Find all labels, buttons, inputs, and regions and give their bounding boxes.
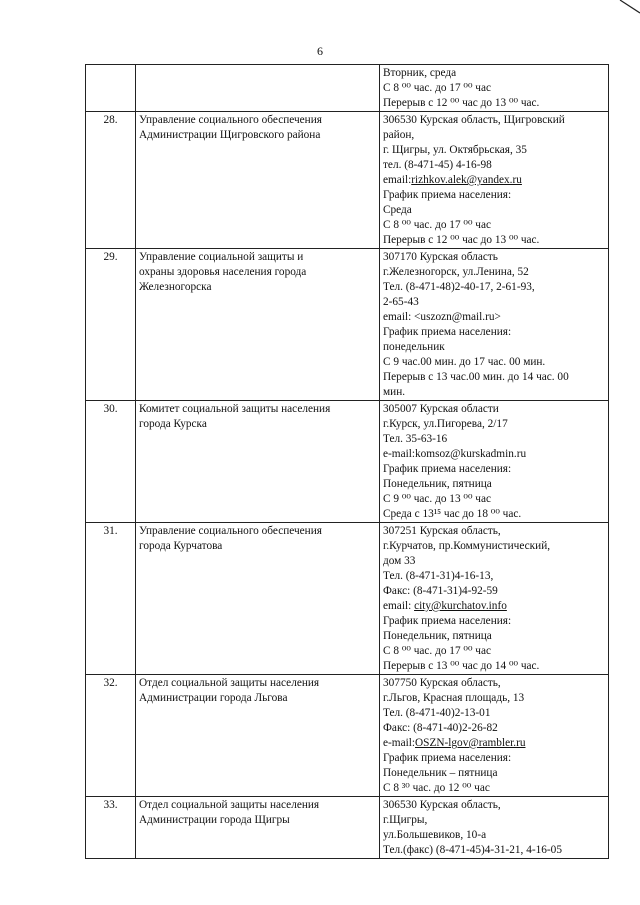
email-line bbox=[383, 173, 605, 188]
contact-info-line: г. Щигры, ул. Октябрьская, 35 bbox=[383, 144, 527, 156]
contact-info-line: С 8 ⁰⁰ час. до 17 ⁰⁰ час bbox=[383, 219, 492, 231]
contact-info-line: С 8 ⁰⁰ час. до 17 ⁰⁰ час bbox=[383, 82, 492, 94]
organization-name-line: охраны здоровья населения города bbox=[139, 266, 307, 278]
organization-cell bbox=[136, 401, 380, 523]
contact-info-line: Факс: (8-471-31)4-92-59 bbox=[383, 585, 498, 597]
contact-info-line: Тел. (8-471-31)4-16-13, bbox=[383, 570, 494, 582]
contact-info-line: район, bbox=[383, 129, 415, 141]
contact-info-line: 307750 Курская область, bbox=[383, 677, 501, 689]
row-number: 28. bbox=[86, 112, 136, 249]
page-number: 6 bbox=[317, 44, 323, 58]
contact-info-line: г.Льгов, Красная площадь, 13 bbox=[383, 692, 525, 704]
contact-info-line: Тел.(факс) (8-471-45)4-31-21, 4-16-05 bbox=[383, 844, 562, 856]
row-number: 29. bbox=[86, 249, 136, 401]
contact-info-line: 306530 Курская область, bbox=[383, 799, 501, 811]
table-row bbox=[86, 675, 609, 797]
contact-info-cell bbox=[380, 249, 609, 401]
row-number bbox=[86, 65, 136, 112]
contact-info-line: Понедельник, пятница bbox=[383, 630, 492, 642]
contact-info-line: Факс: (8-471-40)2-26-82 bbox=[383, 722, 498, 734]
table-row bbox=[86, 112, 609, 249]
contact-info-line: Тел. 35-63-16 bbox=[383, 433, 448, 445]
contact-info-line: График приема населения: bbox=[383, 326, 512, 338]
contact-info-line: График приема населения: bbox=[383, 189, 512, 201]
contacts-table bbox=[85, 64, 609, 859]
contact-info-cell bbox=[380, 401, 609, 523]
contact-info-cell bbox=[380, 675, 609, 797]
contact-info-cell bbox=[380, 797, 609, 859]
contact-info-line: Понедельник – пятница bbox=[383, 767, 498, 779]
contact-info-line: Тел. (8-471-40)2-13-01 bbox=[383, 707, 491, 719]
table-row bbox=[86, 65, 609, 112]
contact-info-line: 305007 Курская области bbox=[383, 403, 499, 415]
contact-info-line: 307170 Курская область bbox=[383, 251, 498, 263]
email-line bbox=[383, 599, 605, 614]
row-number: 31. bbox=[86, 523, 136, 675]
contact-info-line: email: <uszozn@mail.ru> bbox=[383, 311, 501, 323]
contact-info-line: г.Курчатов, пр.Коммунистический, bbox=[383, 540, 551, 552]
contact-info-line: Перерыв с 12 ⁰⁰ час до 13 ⁰⁰ час. bbox=[383, 97, 540, 109]
contact-info-line: График приема населения: bbox=[383, 463, 512, 475]
email-label: e-mail: bbox=[383, 737, 415, 749]
email-line bbox=[383, 736, 605, 751]
table-row bbox=[86, 523, 609, 675]
contact-info-line: Вторник, среда bbox=[383, 67, 457, 79]
email-link[interactable]: OSZN-lgov@rambler.ru bbox=[415, 737, 526, 749]
contact-info-line: понедельник bbox=[383, 341, 445, 353]
contact-info-line: С 8 ³⁰ час. до 12 ⁰⁰ час bbox=[383, 782, 490, 794]
contact-info-line: дом 33 bbox=[383, 555, 416, 567]
contact-info-line: Тел. (8-471-48)2-40-17, 2-61-93, bbox=[383, 281, 535, 293]
row-number: 30. bbox=[86, 401, 136, 523]
organization-name-line: Комитет социальной защиты населения bbox=[139, 403, 331, 415]
contact-info-cell bbox=[380, 112, 609, 249]
contact-info-line: e-mail:komsoz@kurskadmin.ru bbox=[383, 448, 527, 460]
contact-info-line: График приема населения: bbox=[383, 615, 512, 627]
contact-info-line: Перерыв с 12 ⁰⁰ час до 13 ⁰⁰ час. bbox=[383, 234, 540, 246]
email-link[interactable]: rizhkov.alek@yandex.ru bbox=[411, 174, 522, 186]
organization-name-line: Отдел социальной защиты населения bbox=[139, 799, 320, 811]
email-label: email: bbox=[383, 600, 415, 612]
contact-info-line: г.Щигры, bbox=[383, 814, 428, 826]
contact-info-line: График приема населения: bbox=[383, 752, 512, 764]
organization-name-line: Администрации города Щигры bbox=[139, 814, 290, 826]
contact-info-line: С 9 час.00 мин. до 17 час. 00 мин. bbox=[383, 356, 546, 368]
email-label: email: bbox=[383, 174, 412, 186]
contact-info-line: Среда с 13¹⁵ час до 18 ⁰⁰ час. bbox=[383, 508, 522, 520]
organization-cell bbox=[136, 675, 380, 797]
organization-name-line: Управление социального обеспечения bbox=[139, 114, 322, 126]
table-row bbox=[86, 249, 609, 401]
organization-cell bbox=[136, 797, 380, 859]
corner-stroke-mark bbox=[612, 0, 640, 14]
row-number: 33. bbox=[86, 797, 136, 859]
contact-info-line: Среда bbox=[383, 204, 412, 216]
contact-info-line: ул.Большевиков, 10-а bbox=[383, 829, 487, 841]
organization-name-line: города Курчатова bbox=[139, 540, 223, 552]
organization-name-line: Железногорска bbox=[139, 281, 212, 293]
organization-cell bbox=[136, 112, 380, 249]
contact-info-line: 306530 Курская область, Щигровский bbox=[383, 114, 565, 126]
organization-name-line: города Курска bbox=[139, 418, 207, 430]
table-row bbox=[86, 797, 609, 859]
contact-info-line: С 9 ⁰⁰ час. до 13 ⁰⁰ час bbox=[383, 493, 492, 505]
contact-info-line: Перерыв с 13 час.00 мин. до 14 час. 00 bbox=[383, 371, 569, 383]
organization-cell bbox=[136, 249, 380, 401]
email-link[interactable]: city@kurchatov.info bbox=[414, 600, 507, 612]
contact-info-cell bbox=[380, 523, 609, 675]
contact-info-line: мин. bbox=[383, 386, 406, 398]
contact-info-line: 307251 Курская область, bbox=[383, 525, 501, 537]
organization-name-line: Отдел социальной защиты населения bbox=[139, 677, 320, 689]
organization-cell bbox=[136, 65, 380, 112]
organization-name-line: Администрации Щигровского района bbox=[139, 129, 321, 141]
organization-name-line: Администрации города Льгова bbox=[139, 692, 288, 704]
organization-name-line: Управление социального обеспечения bbox=[139, 525, 322, 537]
contact-info-line: г.Железногорск, ул.Ленина, 52 bbox=[383, 266, 529, 278]
contact-info-line: Понедельник, пятница bbox=[383, 478, 492, 490]
contact-info-line: тел. (8-471-45) 4-16-98 bbox=[383, 159, 492, 171]
contact-info-line: С 8 ⁰⁰ час. до 17 ⁰⁰ час bbox=[383, 645, 492, 657]
row-number: 32. bbox=[86, 675, 136, 797]
contact-info-cell bbox=[380, 65, 609, 112]
contact-info-line: г.Курск, ул.Пигорева, 2/17 bbox=[383, 418, 508, 430]
organization-cell bbox=[136, 523, 380, 675]
table-row bbox=[86, 401, 609, 523]
contact-info-line: 2-65-43 bbox=[383, 296, 419, 308]
organization-name-line: Управление социальной защиты и bbox=[139, 251, 304, 263]
contact-info-line: Перерыв с 13 ⁰⁰ час до 14 ⁰⁰ час. bbox=[383, 660, 540, 672]
